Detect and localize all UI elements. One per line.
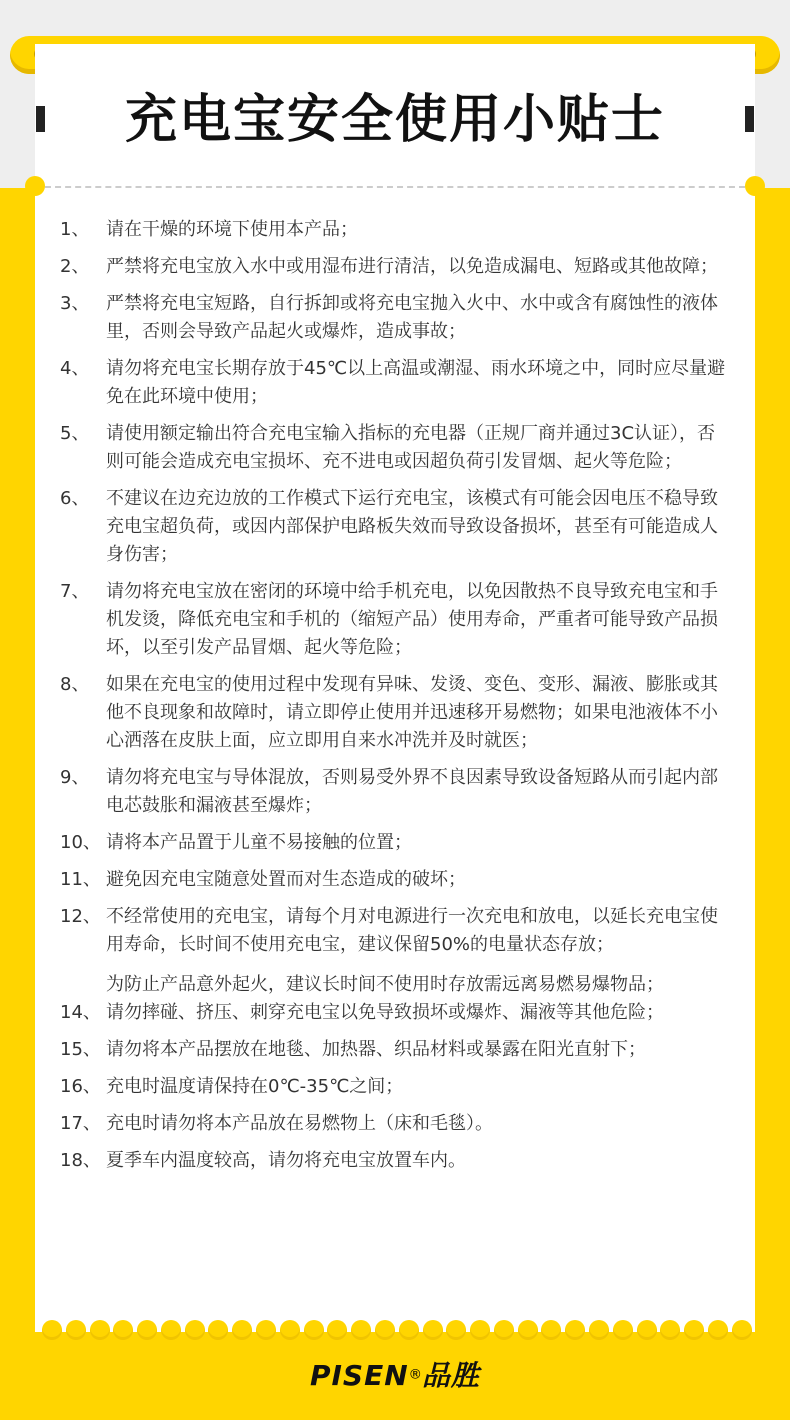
tip-text: 请勿将充电宝放在密闭的环境中给手机充电，以免因散热不良导致充电宝和手机发烫，降低充电宝和手机的（缩短产品）使用寿命，严重者可能导致产品损坏，以至引发产品冒烟、起火等危险；	[106, 581, 718, 658]
tip-item	[60, 420, 730, 476]
tip-text: 请将本产品置于儿童不易接触的位置；	[106, 832, 412, 853]
tip-number: 8、	[60, 674, 90, 695]
tip-text: 请在干燥的环境下使用本产品；	[106, 219, 358, 240]
tip-text: 严禁将充电宝放入水中或用湿布进行清洁，以免造成漏电、短路或其他故障；	[106, 256, 718, 277]
tip-number: 16、	[60, 1076, 101, 1097]
tip-item	[60, 1147, 730, 1175]
tip-text: 严禁将充电宝短路，自行拆卸或将充电宝抛入火中、水中或含有腐蚀性的液体里，否则会导致产品起火或爆炸，造成事故；	[106, 293, 718, 342]
tip-number: 17、	[60, 1113, 101, 1134]
scallop-bump	[185, 1320, 205, 1340]
tip-text: 充电时温度请保持在0℃-35℃之间；	[106, 1076, 404, 1097]
scallop-bump	[684, 1320, 704, 1340]
tip-item	[60, 866, 730, 894]
tip-text: 请勿将充电宝与导体混放，否则易受外界不良因素导致设备短路从而引起内部电芯鼓胀和漏液甚至爆炸；	[106, 767, 718, 816]
tip-number: 4、	[60, 358, 90, 379]
scallop-bump	[613, 1320, 633, 1340]
tip-number: 3、	[60, 293, 90, 314]
tips-list	[60, 216, 730, 1184]
scallop-bump	[446, 1320, 466, 1340]
brand-chinese: 品胜	[421, 1359, 480, 1392]
scallop-bump	[351, 1320, 371, 1340]
tip-item	[60, 216, 730, 244]
tip-number: 7、	[60, 581, 90, 602]
tip-text: 充电时请勿将本产品放在易燃物上（床和毛毯）。	[106, 1113, 493, 1134]
tip-text: 请勿将充电宝长期存放于45℃以上高温或潮湿、雨水环境之中，同时应尽量避免在此环境中使用；	[106, 358, 726, 407]
tip-text: 请勿将本产品摆放在地毯、加热器、织品材料或暴露在阳光直射下；	[106, 1039, 646, 1060]
tip-item	[60, 764, 730, 820]
tip-number: 15、	[60, 1039, 101, 1060]
scallop-bump	[232, 1320, 252, 1340]
tip-number: 10、	[60, 832, 101, 853]
scallop-bump	[589, 1320, 609, 1340]
scallop-bump	[90, 1320, 110, 1340]
tip-item	[60, 829, 730, 857]
scallop-bump	[327, 1320, 347, 1340]
tip-item	[60, 999, 730, 1027]
tip-text: 如果在充电宝的使用过程中发现有异味、发烫、变色、变形、漏液、膨胀或其他不良现象和故障时，请立即停止使用并迅速移开易燃物；如果电池液体不小心洒落在皮肤上面，应立即用自来水冲洗并及时就医；	[106, 674, 718, 751]
scallop-bump	[208, 1320, 228, 1340]
tip-number: 14、	[60, 1002, 101, 1023]
scallop-bump	[518, 1320, 538, 1340]
scallop-bump	[113, 1320, 133, 1340]
scallop-bump	[304, 1320, 324, 1340]
tip-item	[60, 253, 730, 281]
tip-item	[60, 1036, 730, 1064]
brand-logo	[0, 1354, 790, 1390]
tip-text: 请使用额定输出符合充电宝输入指标的充电器（正规厂商并通过3C认证），否则可能会造成充电宝损坏、充不进电或因超负荷引发冒烟、起火等危险；	[106, 423, 716, 472]
tip-number: 12、	[60, 906, 101, 927]
scallop-bump	[66, 1320, 86, 1340]
tip-text: 请勿摔碰、挤压、刺穿充电宝以免导致损坏或爆炸、漏液等其他危险；	[106, 1002, 664, 1023]
tip-item	[60, 578, 730, 662]
tip-number: 2、	[60, 256, 90, 277]
tip-number: 9、	[60, 767, 90, 788]
paper-scallop-edge	[42, 1320, 752, 1342]
tip-item	[60, 671, 730, 755]
dashed-divider	[45, 186, 745, 188]
tip-item	[60, 1073, 730, 1101]
scallop-bump	[161, 1320, 181, 1340]
scallop-bump	[256, 1320, 276, 1340]
scallop-bump	[42, 1320, 62, 1340]
tip-text: 不经常使用的充电宝，请每个月对电源进行一次充电和放电，以延长充电宝使用寿命，长时间不使用充电宝，建议保留50%的电量状态存放；	[106, 906, 718, 955]
tip-number: 6、	[60, 488, 90, 509]
tip-text: 不建议在边充边放的工作模式下运行充电宝，该模式有可能会因电压不稳导致充电宝超负荷，或因内部保护电路板失效而导致设备损坏，甚至有可能造成人身伤害；	[106, 488, 718, 565]
scallop-bump	[375, 1320, 395, 1340]
scallop-bump	[541, 1320, 561, 1340]
scallop-bump	[280, 1320, 300, 1340]
scallop-bump	[565, 1320, 585, 1340]
scallop-bump	[732, 1320, 752, 1340]
tip-number: 1、	[60, 219, 90, 240]
scallop-bump	[399, 1320, 419, 1340]
tip-item	[60, 485, 730, 569]
registered-mark: ®	[408, 1367, 422, 1383]
tip-text: 避免因充电宝随意处置而对生态造成的破坏；	[106, 869, 466, 890]
right-notch	[745, 176, 765, 196]
tip-item	[60, 1110, 730, 1138]
page-title: 充电宝安全使用小贴士	[124, 90, 665, 150]
scallop-bump	[423, 1320, 443, 1340]
scallop-bump	[660, 1320, 680, 1340]
tip-item	[60, 355, 730, 411]
scallop-bump	[137, 1320, 157, 1340]
brand-latin: PISEN	[309, 1359, 409, 1392]
tip-extra-text: 为防止产品意外起火，建议长时间不使用时存放需远离易燃易爆物品；	[106, 974, 664, 995]
tip-number: 5、	[60, 423, 90, 444]
scallop-bump	[637, 1320, 657, 1340]
tip-number: 11、	[60, 869, 101, 890]
scallop-bump	[708, 1320, 728, 1340]
tip-text: 夏季车内温度较高，请勿将充电宝放置车内。	[106, 1150, 466, 1171]
tip-item	[60, 903, 730, 999]
scallop-bump	[494, 1320, 514, 1340]
tip-item	[60, 290, 730, 346]
tip-number: 18、	[60, 1150, 101, 1171]
scallop-bump	[470, 1320, 490, 1340]
left-notch	[25, 176, 45, 196]
